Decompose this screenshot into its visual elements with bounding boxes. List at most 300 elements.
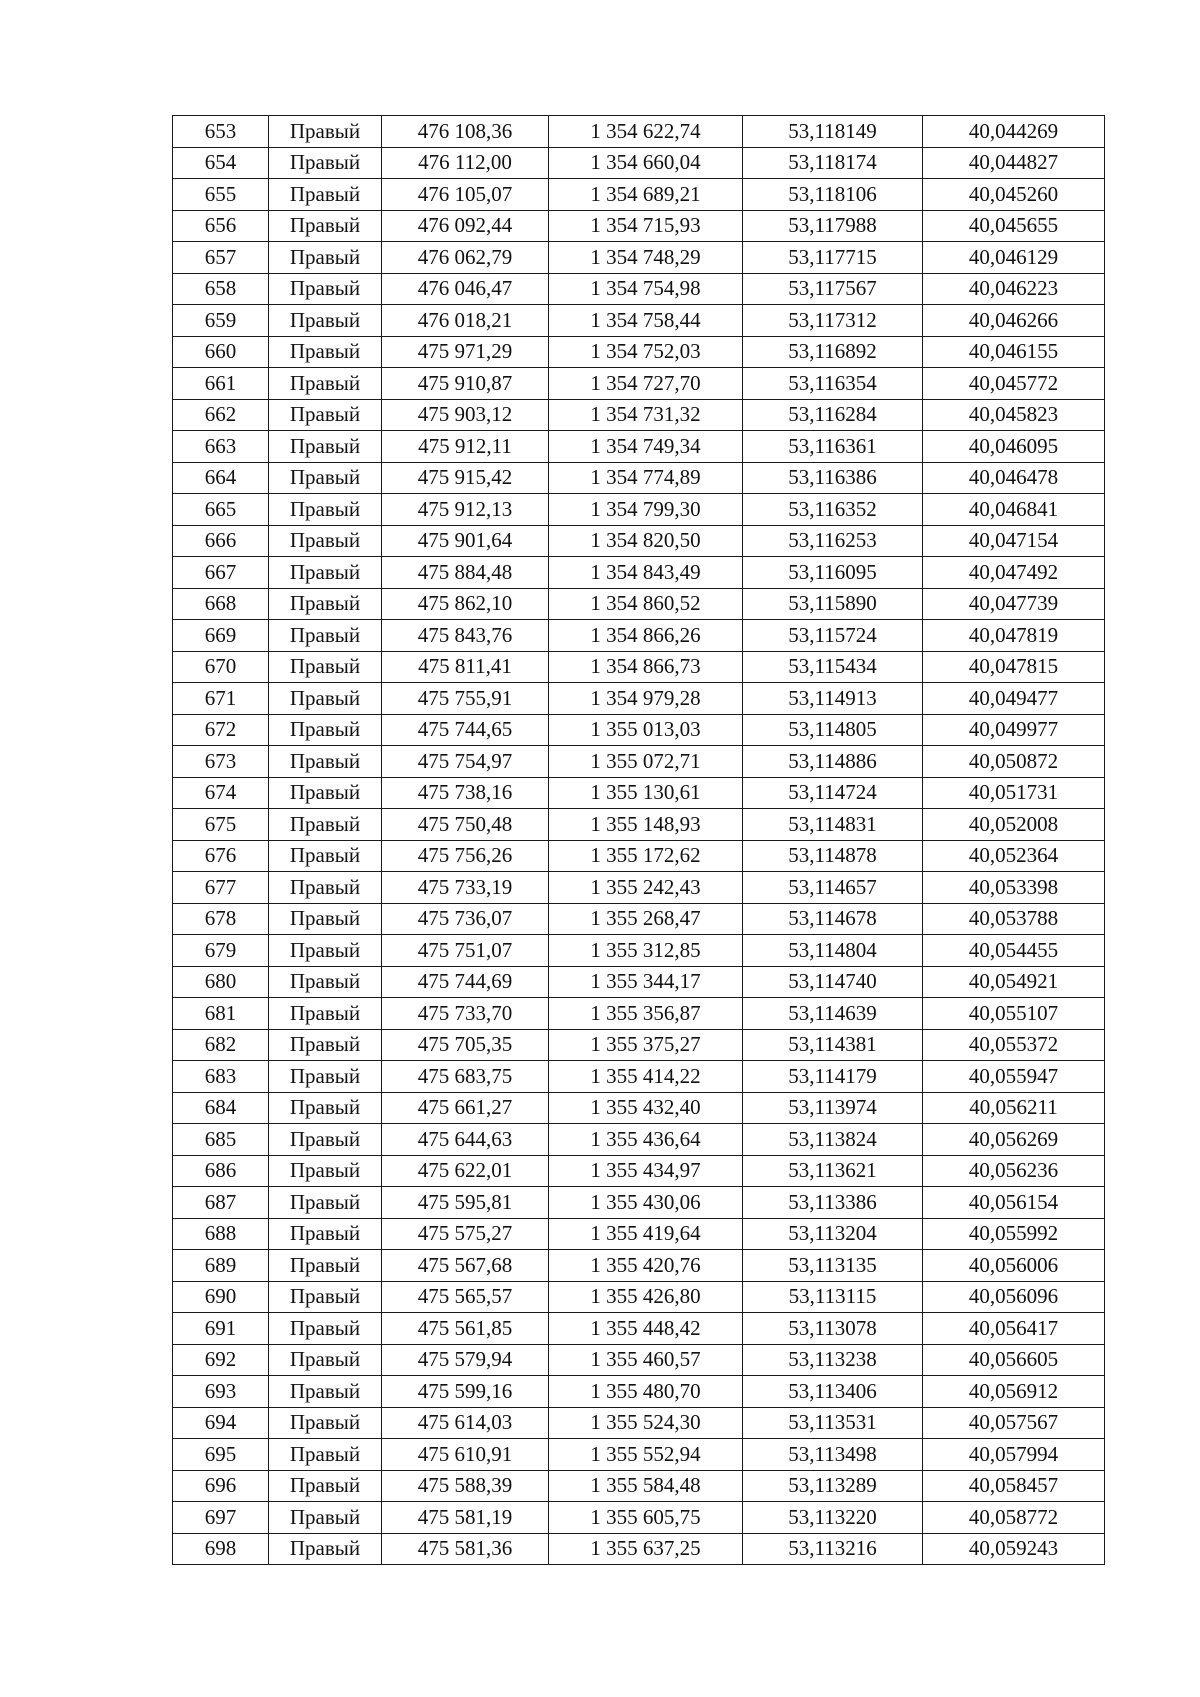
x-coordinate-cell: 475 751,07 (382, 935, 549, 967)
x-coordinate-cell: 475 811,41 (382, 651, 549, 683)
table-row (173, 714, 1105, 746)
side-cell: Правый (269, 336, 382, 368)
longitude-cell: 40,053398 (923, 872, 1105, 904)
point-number-cell: 662 (173, 399, 269, 431)
point-number-cell: 675 (173, 809, 269, 841)
latitude-cell: 53,114913 (743, 683, 923, 715)
longitude-cell: 40,049977 (923, 714, 1105, 746)
x-coordinate-cell: 475 744,69 (382, 966, 549, 998)
longitude-cell: 40,058772 (923, 1502, 1105, 1534)
x-coordinate-cell: 475 565,57 (382, 1281, 549, 1313)
point-number-cell: 696 (173, 1470, 269, 1502)
latitude-cell: 53,117988 (743, 210, 923, 242)
point-number-cell: 653 (173, 116, 269, 148)
longitude-cell: 40,058457 (923, 1470, 1105, 1502)
latitude-cell: 53,115724 (743, 620, 923, 652)
latitude-cell: 53,113238 (743, 1344, 923, 1376)
point-number-cell: 655 (173, 179, 269, 211)
table-row (173, 494, 1105, 526)
point-number-cell: 677 (173, 872, 269, 904)
y-coordinate-cell: 1 355 356,87 (549, 998, 743, 1030)
table-row (173, 777, 1105, 809)
x-coordinate-cell: 475 901,64 (382, 525, 549, 557)
latitude-cell: 53,116361 (743, 431, 923, 463)
latitude-cell: 53,113824 (743, 1124, 923, 1156)
table-row (173, 179, 1105, 211)
x-coordinate-cell: 475 912,13 (382, 494, 549, 526)
x-coordinate-cell: 475 915,42 (382, 462, 549, 494)
side-cell: Правый (269, 1124, 382, 1156)
longitude-cell: 40,057567 (923, 1407, 1105, 1439)
table-row (173, 1502, 1105, 1534)
longitude-cell: 40,049477 (923, 683, 1105, 715)
table-row (173, 935, 1105, 967)
y-coordinate-cell: 1 355 148,93 (549, 809, 743, 841)
longitude-cell: 40,044827 (923, 147, 1105, 179)
side-cell: Правый (269, 1533, 382, 1565)
x-coordinate-cell: 475 912,11 (382, 431, 549, 463)
x-coordinate-cell: 475 683,75 (382, 1061, 549, 1093)
table-row (173, 620, 1105, 652)
table-row (173, 1407, 1105, 1439)
x-coordinate-cell: 475 738,16 (382, 777, 549, 809)
latitude-cell: 53,114381 (743, 1029, 923, 1061)
side-cell: Правый (269, 242, 382, 274)
y-coordinate-cell: 1 355 460,57 (549, 1344, 743, 1376)
x-coordinate-cell: 475 588,39 (382, 1470, 549, 1502)
longitude-cell: 40,045772 (923, 368, 1105, 400)
latitude-cell: 53,113974 (743, 1092, 923, 1124)
latitude-cell: 53,117715 (743, 242, 923, 274)
latitude-cell: 53,114724 (743, 777, 923, 809)
side-cell: Правый (269, 1187, 382, 1219)
latitude-cell: 53,113406 (743, 1376, 923, 1408)
table-row (173, 242, 1105, 274)
longitude-cell: 40,056269 (923, 1124, 1105, 1156)
longitude-cell: 40,046478 (923, 462, 1105, 494)
table-row (173, 903, 1105, 935)
latitude-cell: 53,113621 (743, 1155, 923, 1187)
y-coordinate-cell: 1 354 749,34 (549, 431, 743, 463)
side-cell: Правый (269, 840, 382, 872)
side-cell: Правый (269, 872, 382, 904)
side-cell: Правый (269, 1344, 382, 1376)
latitude-cell: 53,116284 (743, 399, 923, 431)
point-number-cell: 689 (173, 1250, 269, 1282)
point-number-cell: 660 (173, 336, 269, 368)
side-cell: Правый (269, 746, 382, 778)
x-coordinate-cell: 475 622,01 (382, 1155, 549, 1187)
latitude-cell: 53,113386 (743, 1187, 923, 1219)
point-number-cell: 658 (173, 273, 269, 305)
point-number-cell: 697 (173, 1502, 269, 1534)
latitude-cell: 53,114657 (743, 872, 923, 904)
x-coordinate-cell: 475 579,94 (382, 1344, 549, 1376)
x-coordinate-cell: 475 754,97 (382, 746, 549, 778)
point-number-cell: 682 (173, 1029, 269, 1061)
latitude-cell: 53,113220 (743, 1502, 923, 1534)
side-cell: Правый (269, 714, 382, 746)
longitude-cell: 40,057994 (923, 1439, 1105, 1471)
table-row (173, 1344, 1105, 1376)
table-row (173, 1376, 1105, 1408)
longitude-cell: 40,046155 (923, 336, 1105, 368)
y-coordinate-cell: 1 354 727,70 (549, 368, 743, 400)
table-row (173, 1092, 1105, 1124)
point-number-cell: 673 (173, 746, 269, 778)
table-row (173, 557, 1105, 589)
longitude-cell: 40,055107 (923, 998, 1105, 1030)
side-cell: Правый (269, 1029, 382, 1061)
latitude-cell: 53,113216 (743, 1533, 923, 1565)
longitude-cell: 40,046129 (923, 242, 1105, 274)
table-row (173, 1124, 1105, 1156)
point-number-cell: 690 (173, 1281, 269, 1313)
x-coordinate-cell: 475 614,03 (382, 1407, 549, 1439)
longitude-cell: 40,056154 (923, 1187, 1105, 1219)
table-row (173, 399, 1105, 431)
y-coordinate-cell: 1 355 584,48 (549, 1470, 743, 1502)
x-coordinate-cell: 475 581,36 (382, 1533, 549, 1565)
table-row (173, 998, 1105, 1030)
longitude-cell: 40,053788 (923, 903, 1105, 935)
x-coordinate-cell: 475 910,87 (382, 368, 549, 400)
y-coordinate-cell: 1 355 552,94 (549, 1439, 743, 1471)
table-row (173, 683, 1105, 715)
side-cell: Правый (269, 651, 382, 683)
y-coordinate-cell: 1 354 758,44 (549, 305, 743, 337)
x-coordinate-cell: 476 018,21 (382, 305, 549, 337)
side-cell: Правый (269, 1218, 382, 1250)
table-row (173, 1313, 1105, 1345)
y-coordinate-cell: 1 355 344,17 (549, 966, 743, 998)
point-number-cell: 692 (173, 1344, 269, 1376)
x-coordinate-cell: 475 903,12 (382, 399, 549, 431)
latitude-cell: 53,113115 (743, 1281, 923, 1313)
table-row (173, 966, 1105, 998)
side-cell: Правый (269, 557, 382, 589)
side-cell: Правый (269, 525, 382, 557)
y-coordinate-cell: 1 355 013,03 (549, 714, 743, 746)
table-row (173, 840, 1105, 872)
point-number-cell: 661 (173, 368, 269, 400)
longitude-cell: 40,056417 (923, 1313, 1105, 1345)
y-coordinate-cell: 1 355 436,64 (549, 1124, 743, 1156)
x-coordinate-cell: 475 599,16 (382, 1376, 549, 1408)
latitude-cell: 53,114831 (743, 809, 923, 841)
latitude-cell: 53,114678 (743, 903, 923, 935)
y-coordinate-cell: 1 354 748,29 (549, 242, 743, 274)
table-row (173, 210, 1105, 242)
latitude-cell: 53,118106 (743, 179, 923, 211)
y-coordinate-cell: 1 355 434,97 (549, 1155, 743, 1187)
coordinates-table-body (173, 116, 1105, 1565)
table-row (173, 809, 1105, 841)
x-coordinate-cell: 475 733,70 (382, 998, 549, 1030)
table-row (173, 368, 1105, 400)
table-row (173, 746, 1105, 778)
y-coordinate-cell: 1 355 426,80 (549, 1281, 743, 1313)
y-coordinate-cell: 1 354 799,30 (549, 494, 743, 526)
longitude-cell: 40,045655 (923, 210, 1105, 242)
x-coordinate-cell: 475 744,65 (382, 714, 549, 746)
latitude-cell: 53,114740 (743, 966, 923, 998)
longitude-cell: 40,046095 (923, 431, 1105, 463)
side-cell: Правый (269, 903, 382, 935)
point-number-cell: 654 (173, 147, 269, 179)
side-cell: Правый (269, 1470, 382, 1502)
x-coordinate-cell: 475 561,85 (382, 1313, 549, 1345)
side-cell: Правый (269, 462, 382, 494)
coordinates-table (172, 115, 1105, 1565)
side-cell: Правый (269, 431, 382, 463)
y-coordinate-cell: 1 354 754,98 (549, 273, 743, 305)
latitude-cell: 53,114886 (743, 746, 923, 778)
point-number-cell: 672 (173, 714, 269, 746)
longitude-cell: 40,056912 (923, 1376, 1105, 1408)
side-cell: Правый (269, 273, 382, 305)
side-cell: Правый (269, 966, 382, 998)
point-number-cell: 687 (173, 1187, 269, 1219)
point-number-cell: 663 (173, 431, 269, 463)
x-coordinate-cell: 475 756,26 (382, 840, 549, 872)
x-coordinate-cell: 475 661,27 (382, 1092, 549, 1124)
latitude-cell: 53,116095 (743, 557, 923, 589)
table-row (173, 1533, 1105, 1565)
x-coordinate-cell: 475 971,29 (382, 336, 549, 368)
point-number-cell: 681 (173, 998, 269, 1030)
longitude-cell: 40,055372 (923, 1029, 1105, 1061)
y-coordinate-cell: 1 354 774,89 (549, 462, 743, 494)
y-coordinate-cell: 1 355 414,22 (549, 1061, 743, 1093)
latitude-cell: 53,114179 (743, 1061, 923, 1093)
side-cell: Правый (269, 494, 382, 526)
table-row (173, 1061, 1105, 1093)
table-row (173, 431, 1105, 463)
point-number-cell: 685 (173, 1124, 269, 1156)
side-cell: Правый (269, 935, 382, 967)
point-number-cell: 674 (173, 777, 269, 809)
longitude-cell: 40,054921 (923, 966, 1105, 998)
y-coordinate-cell: 1 355 432,40 (549, 1092, 743, 1124)
table-row (173, 1218, 1105, 1250)
latitude-cell: 53,113531 (743, 1407, 923, 1439)
longitude-cell: 40,056211 (923, 1092, 1105, 1124)
y-coordinate-cell: 1 355 637,25 (549, 1533, 743, 1565)
latitude-cell: 53,116352 (743, 494, 923, 526)
longitude-cell: 40,054455 (923, 935, 1105, 967)
side-cell: Правый (269, 1092, 382, 1124)
y-coordinate-cell: 1 355 375,27 (549, 1029, 743, 1061)
table-row (173, 116, 1105, 148)
y-coordinate-cell: 1 354 731,32 (549, 399, 743, 431)
side-cell: Правый (269, 620, 382, 652)
latitude-cell: 53,116354 (743, 368, 923, 400)
y-coordinate-cell: 1 354 820,50 (549, 525, 743, 557)
side-cell: Правый (269, 588, 382, 620)
x-coordinate-cell: 475 644,63 (382, 1124, 549, 1156)
point-number-cell: 668 (173, 588, 269, 620)
latitude-cell: 53,113498 (743, 1439, 923, 1471)
point-number-cell: 680 (173, 966, 269, 998)
side-cell: Правый (269, 1155, 382, 1187)
point-number-cell: 676 (173, 840, 269, 872)
longitude-cell: 40,045260 (923, 179, 1105, 211)
y-coordinate-cell: 1 355 072,71 (549, 746, 743, 778)
point-number-cell: 691 (173, 1313, 269, 1345)
longitude-cell: 40,047819 (923, 620, 1105, 652)
point-number-cell: 684 (173, 1092, 269, 1124)
point-number-cell: 656 (173, 210, 269, 242)
side-cell: Правый (269, 1407, 382, 1439)
y-coordinate-cell: 1 354 689,21 (549, 179, 743, 211)
y-coordinate-cell: 1 354 866,26 (549, 620, 743, 652)
latitude-cell: 53,113204 (743, 1218, 923, 1250)
side-cell: Правый (269, 1061, 382, 1093)
x-coordinate-cell: 476 062,79 (382, 242, 549, 274)
side-cell: Правый (269, 1281, 382, 1313)
point-number-cell: 693 (173, 1376, 269, 1408)
y-coordinate-cell: 1 355 605,75 (549, 1502, 743, 1534)
x-coordinate-cell: 475 610,91 (382, 1439, 549, 1471)
y-coordinate-cell: 1 355 268,47 (549, 903, 743, 935)
x-coordinate-cell: 475 733,19 (382, 872, 549, 904)
y-coordinate-cell: 1 355 312,85 (549, 935, 743, 967)
table-row (173, 1470, 1105, 1502)
longitude-cell: 40,047815 (923, 651, 1105, 683)
latitude-cell: 53,114878 (743, 840, 923, 872)
side-cell: Правый (269, 1376, 382, 1408)
longitude-cell: 40,056096 (923, 1281, 1105, 1313)
longitude-cell: 40,055992 (923, 1218, 1105, 1250)
side-cell: Правый (269, 809, 382, 841)
table-row (173, 462, 1105, 494)
table-row (173, 1155, 1105, 1187)
latitude-cell: 53,114639 (743, 998, 923, 1030)
point-number-cell: 695 (173, 1439, 269, 1471)
point-number-cell: 698 (173, 1533, 269, 1565)
side-cell: Правый (269, 305, 382, 337)
side-cell: Правый (269, 210, 382, 242)
point-number-cell: 678 (173, 903, 269, 935)
table-row (173, 872, 1105, 904)
longitude-cell: 40,052008 (923, 809, 1105, 841)
y-coordinate-cell: 1 355 420,76 (549, 1250, 743, 1282)
x-coordinate-cell: 475 736,07 (382, 903, 549, 935)
latitude-cell: 53,114805 (743, 714, 923, 746)
side-cell: Правый (269, 1250, 382, 1282)
longitude-cell: 40,056006 (923, 1250, 1105, 1282)
table-row (173, 147, 1105, 179)
y-coordinate-cell: 1 355 524,30 (549, 1407, 743, 1439)
point-number-cell: 683 (173, 1061, 269, 1093)
longitude-cell: 40,050872 (923, 746, 1105, 778)
side-cell: Правый (269, 147, 382, 179)
longitude-cell: 40,046266 (923, 305, 1105, 337)
latitude-cell: 53,115890 (743, 588, 923, 620)
point-number-cell: 686 (173, 1155, 269, 1187)
table-row (173, 1439, 1105, 1471)
point-number-cell: 657 (173, 242, 269, 274)
latitude-cell: 53,115434 (743, 651, 923, 683)
longitude-cell: 40,046223 (923, 273, 1105, 305)
x-coordinate-cell: 476 112,00 (382, 147, 549, 179)
x-coordinate-cell: 475 581,19 (382, 1502, 549, 1534)
latitude-cell: 53,116253 (743, 525, 923, 557)
x-coordinate-cell: 475 575,27 (382, 1218, 549, 1250)
point-number-cell: 666 (173, 525, 269, 557)
side-cell: Правый (269, 1313, 382, 1345)
longitude-cell: 40,056605 (923, 1344, 1105, 1376)
x-coordinate-cell: 475 755,91 (382, 683, 549, 715)
latitude-cell: 53,116386 (743, 462, 923, 494)
longitude-cell: 40,044269 (923, 116, 1105, 148)
y-coordinate-cell: 1 354 979,28 (549, 683, 743, 715)
longitude-cell: 40,056236 (923, 1155, 1105, 1187)
latitude-cell: 53,116892 (743, 336, 923, 368)
y-coordinate-cell: 1 354 866,73 (549, 651, 743, 683)
side-cell: Правый (269, 179, 382, 211)
latitude-cell: 53,113078 (743, 1313, 923, 1345)
longitude-cell: 40,047154 (923, 525, 1105, 557)
side-cell: Правый (269, 683, 382, 715)
y-coordinate-cell: 1 355 242,43 (549, 872, 743, 904)
side-cell: Правый (269, 1439, 382, 1471)
table-row (173, 1250, 1105, 1282)
latitude-cell: 53,113135 (743, 1250, 923, 1282)
y-coordinate-cell: 1 355 448,42 (549, 1313, 743, 1345)
side-cell: Правый (269, 368, 382, 400)
x-coordinate-cell: 476 105,07 (382, 179, 549, 211)
x-coordinate-cell: 476 092,44 (382, 210, 549, 242)
longitude-cell: 40,052364 (923, 840, 1105, 872)
y-coordinate-cell: 1 355 480,70 (549, 1376, 743, 1408)
y-coordinate-cell: 1 355 172,62 (549, 840, 743, 872)
x-coordinate-cell: 475 567,68 (382, 1250, 549, 1282)
latitude-cell: 53,118174 (743, 147, 923, 179)
latitude-cell: 53,118149 (743, 116, 923, 148)
point-number-cell: 664 (173, 462, 269, 494)
y-coordinate-cell: 1 354 660,04 (549, 147, 743, 179)
latitude-cell: 53,117312 (743, 305, 923, 337)
y-coordinate-cell: 1 355 419,64 (549, 1218, 743, 1250)
point-number-cell: 694 (173, 1407, 269, 1439)
longitude-cell: 40,059243 (923, 1533, 1105, 1565)
x-coordinate-cell: 476 046,47 (382, 273, 549, 305)
longitude-cell: 40,046841 (923, 494, 1105, 526)
side-cell: Правый (269, 1502, 382, 1534)
side-cell: Правый (269, 777, 382, 809)
point-number-cell: 688 (173, 1218, 269, 1250)
point-number-cell: 679 (173, 935, 269, 967)
longitude-cell: 40,047492 (923, 557, 1105, 589)
y-coordinate-cell: 1 354 860,52 (549, 588, 743, 620)
longitude-cell: 40,045823 (923, 399, 1105, 431)
point-number-cell: 669 (173, 620, 269, 652)
y-coordinate-cell: 1 354 622,74 (549, 116, 743, 148)
y-coordinate-cell: 1 355 130,61 (549, 777, 743, 809)
side-cell: Правый (269, 399, 382, 431)
longitude-cell: 40,055947 (923, 1061, 1105, 1093)
latitude-cell: 53,114804 (743, 935, 923, 967)
table-row (173, 273, 1105, 305)
x-coordinate-cell: 476 108,36 (382, 116, 549, 148)
x-coordinate-cell: 475 862,10 (382, 588, 549, 620)
y-coordinate-cell: 1 354 715,93 (549, 210, 743, 242)
side-cell: Правый (269, 998, 382, 1030)
longitude-cell: 40,047739 (923, 588, 1105, 620)
point-number-cell: 671 (173, 683, 269, 715)
